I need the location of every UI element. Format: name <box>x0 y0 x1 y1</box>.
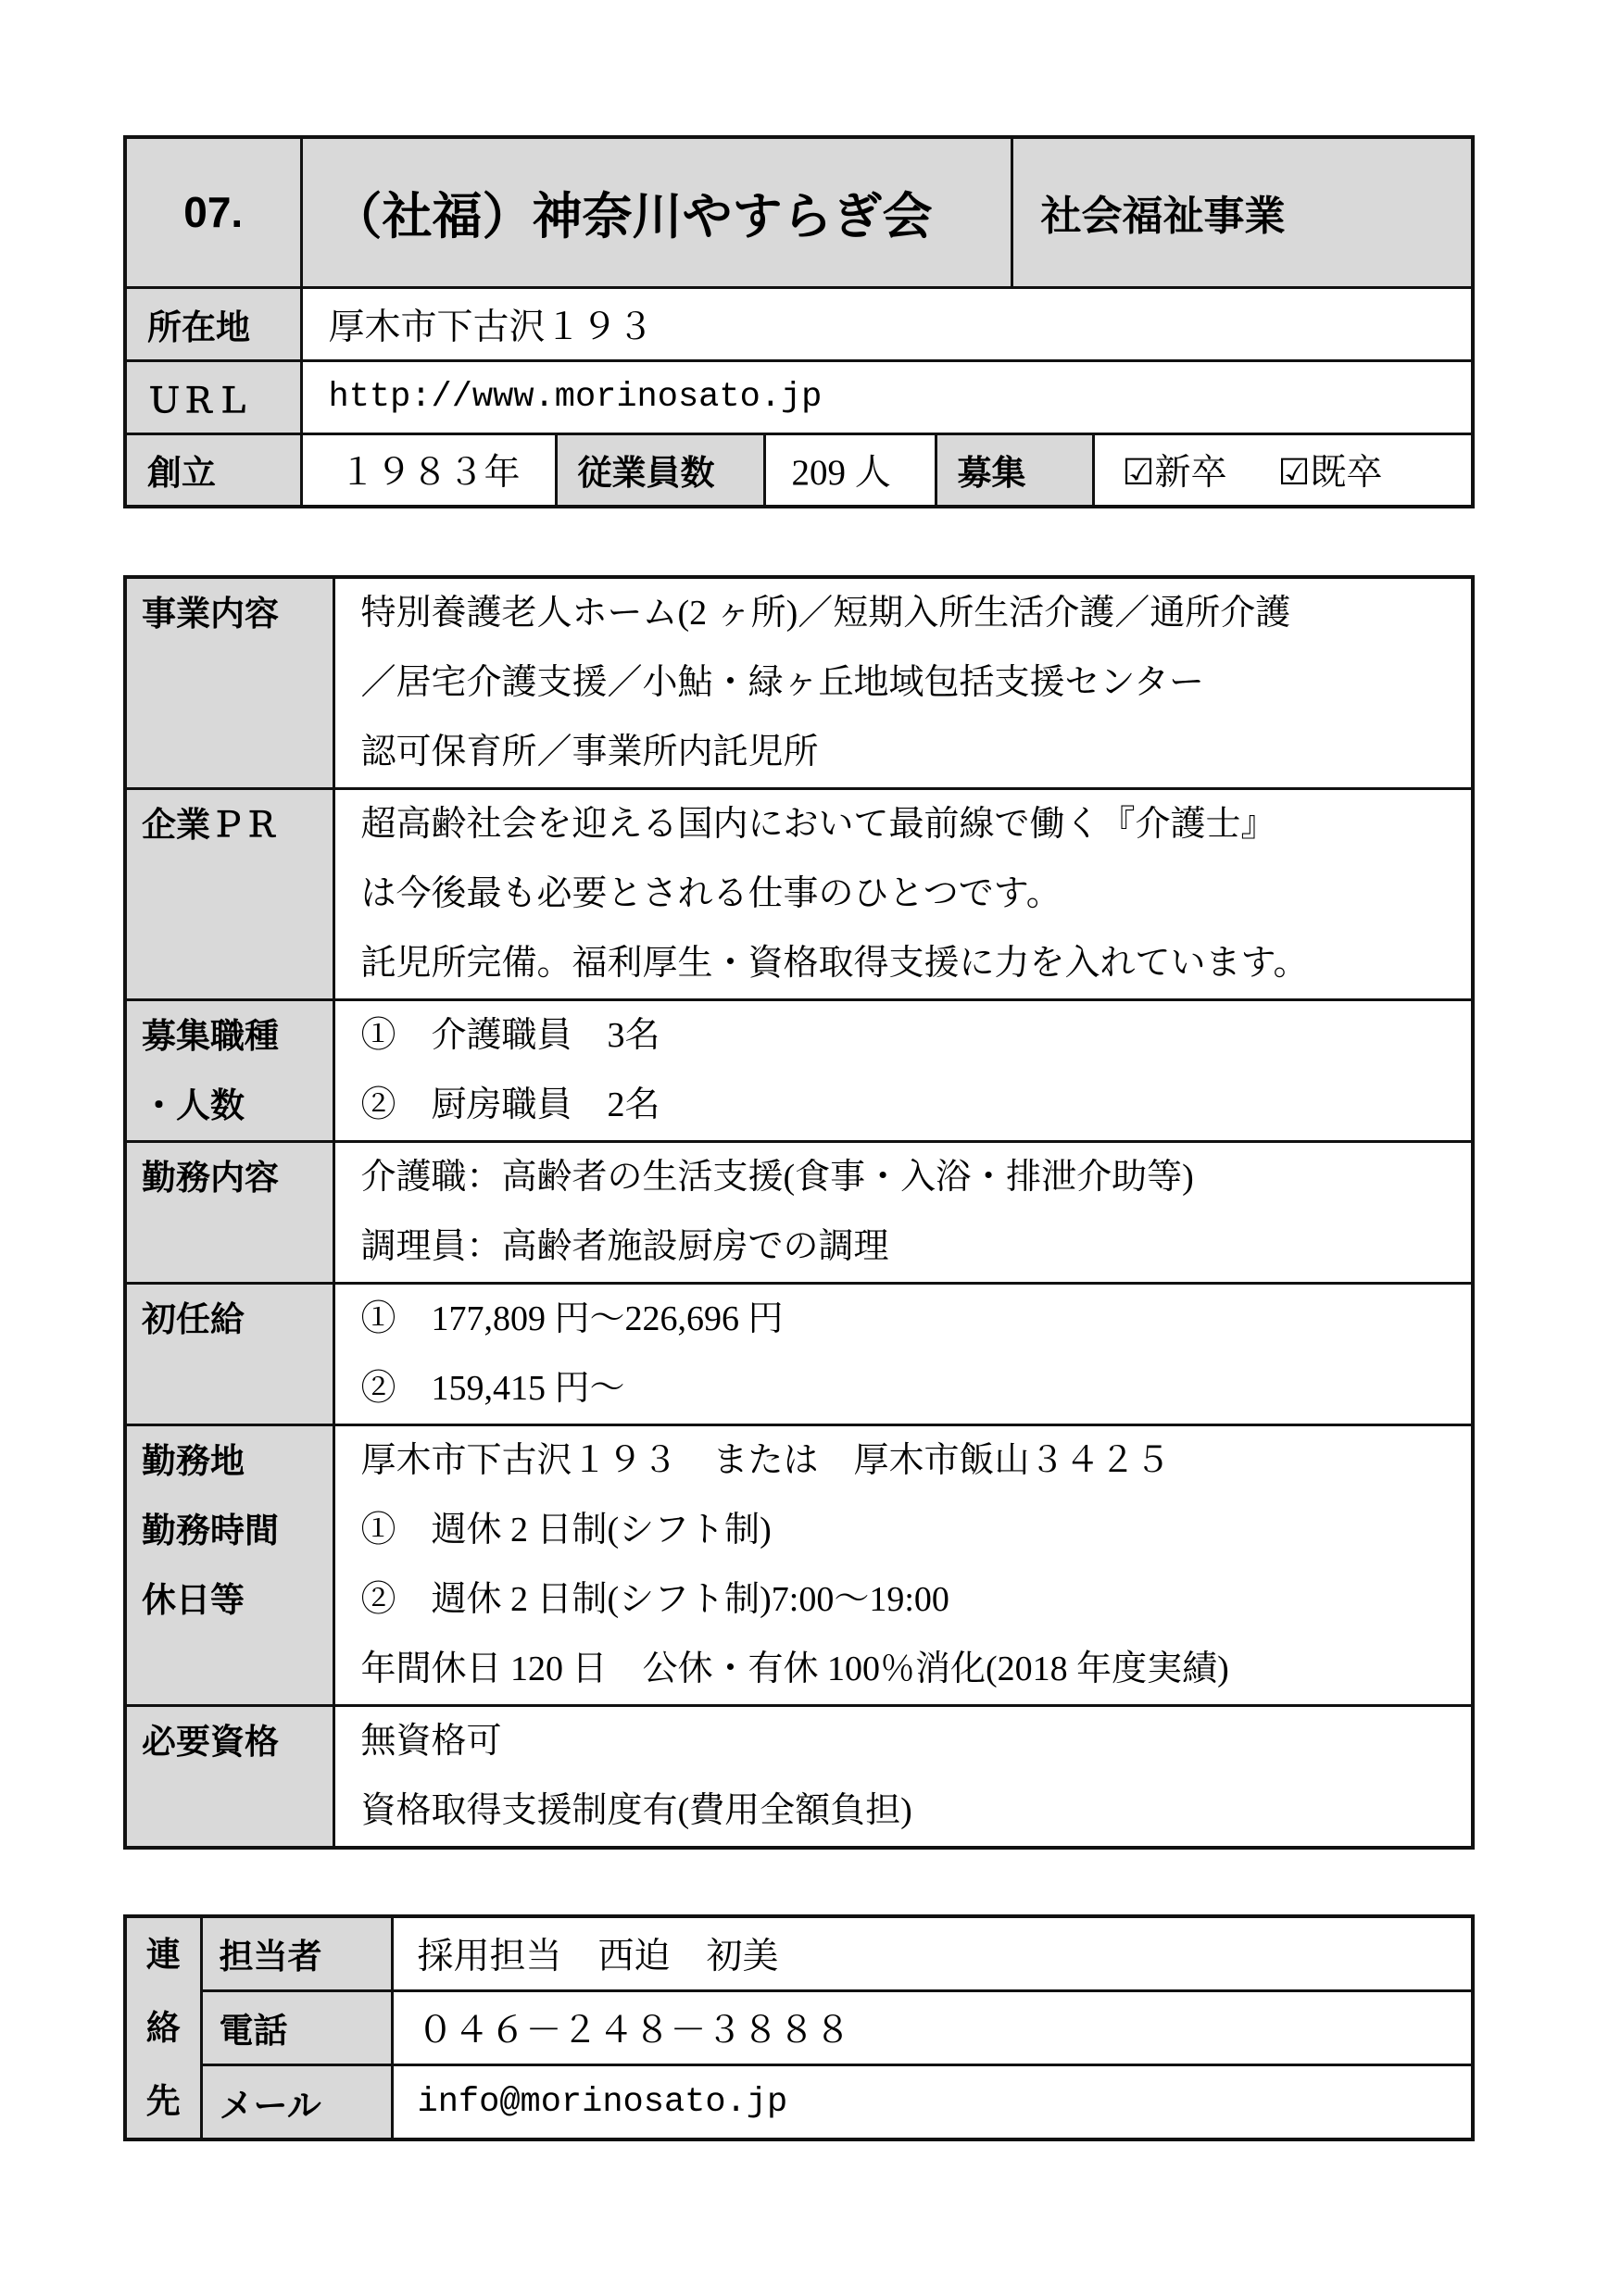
value-line: 託児所完備。福利厚生・資格取得支援に力を入れています。 <box>360 944 1309 983</box>
contact-phone-label: 電話 <box>201 1990 392 2064</box>
contact-table <box>123 1914 1475 2141</box>
value-line: 認可保育所／事業所内託児所 <box>360 733 819 772</box>
row-label-line: ・人数 <box>142 1086 245 1124</box>
company-pr-label <box>125 789 333 1000</box>
company-pr-value <box>333 789 1473 1000</box>
url-value: http://www.morinosato.jp <box>301 360 1473 433</box>
value-line: 超高齢社会を迎える国内において最前線で働く『介護士』 <box>360 805 1276 844</box>
value-line: 調理員：高齢者施設厨房での調理 <box>360 1227 889 1266</box>
row-label-line: 休日等 <box>142 1581 245 1619</box>
recruit-label: 募集 <box>936 433 1093 507</box>
row-label-line: 勤務地 <box>142 1442 245 1480</box>
value-line: 無資格可 <box>360 1722 502 1761</box>
company-header-table <box>123 135 1475 508</box>
contact-group-char: 絡 <box>145 2009 181 2047</box>
row-label-line: 初任給 <box>142 1300 245 1338</box>
required-qualifications-label <box>125 1706 333 1849</box>
value-line: ① 週休 2 日制(シフト制) <box>360 1511 772 1549</box>
contact-group-char: 連 <box>145 1936 181 1974</box>
value-line: ② 159,415 円～ <box>360 1369 625 1408</box>
value-line: 厚木市下古沢１９３ または 厚木市飯山３４２５ <box>360 1441 1171 1480</box>
contact-person-value: 採用担当 西迫 初美 <box>392 1916 1473 1990</box>
value-line: は今後最も必要とされる仕事のひとつです。 <box>360 874 1062 913</box>
job-description-value <box>333 1142 1473 1284</box>
row-label-line: 募集職種 <box>142 1017 279 1055</box>
url-label: ＵＲＬ <box>125 360 301 433</box>
required-qualifications-value <box>333 1706 1473 1849</box>
employees-label: 従業員数 <box>556 433 764 507</box>
recruit-options <box>1093 433 1473 507</box>
row-label-line: 勤務時間 <box>142 1512 279 1549</box>
contact-person-label: 担当者 <box>201 1916 392 1990</box>
starting-salary-label <box>125 1284 333 1425</box>
value-line: 介護職：高齢者の生活支援(食事・入浴・排泄介助等) <box>360 1158 1194 1197</box>
company-number: 07. <box>125 137 301 287</box>
contact-email-value: info@morinosato.jp <box>392 2065 1473 2139</box>
founded-label: 創立 <box>125 433 301 507</box>
contact-phone-value: ０４６－２４８－３８８８ <box>392 1990 1473 2064</box>
value-line: ② 厨房職員 2名 <box>360 1085 660 1124</box>
company-details-table <box>123 575 1475 1850</box>
value-line: 資格取得支援制度有(費用全額負担) <box>360 1791 912 1830</box>
value-line: ① 介護職員 3名 <box>360 1016 660 1055</box>
positions-value <box>333 1000 1473 1142</box>
row-label-line: 企業ＰＲ <box>142 806 279 844</box>
positions-label <box>125 1000 333 1142</box>
contact-email-label: メール <box>201 2065 392 2139</box>
checkbox-mid-career: ☑既卒 <box>1277 453 1383 494</box>
business-content-label <box>125 577 333 789</box>
contact-group-label <box>125 1916 201 2139</box>
value-line: ① 177,809 円～226,696 円 <box>360 1299 784 1338</box>
workplace-hours-holidays-label <box>125 1425 333 1706</box>
job-description-label <box>125 1142 333 1284</box>
business-category: 社会福祉事業 <box>1012 137 1473 287</box>
checkbox-new-grad: ☑新卒 <box>1122 453 1227 494</box>
employees-value: 209 人 <box>764 433 936 507</box>
value-line: ② 週休 2 日制(シフト制)7:00～19:00 <box>360 1580 949 1619</box>
company-name: （社福）神奈川やすらぎ会 <box>301 137 1012 287</box>
row-label-line: 必要資格 <box>142 1723 279 1761</box>
row-label-line: 勤務内容 <box>142 1159 279 1197</box>
location-value: 厚木市下古沢１９３ <box>301 287 1473 360</box>
value-line: ／居宅介護支援／小鮎・緑ヶ丘地域包括支援センター <box>360 663 1204 702</box>
value-line: 特別養護老人ホーム(2 ヶ所)／短期入所生活介護／通所介護 <box>360 594 1291 633</box>
value-line: 年間休日 120 日 公休・有休 100％消化(2018 年度実績) <box>360 1650 1229 1688</box>
row-label-line: 事業内容 <box>142 595 279 633</box>
business-content-value <box>333 577 1473 789</box>
starting-salary-value <box>333 1284 1473 1425</box>
workplace-hours-holidays-value <box>333 1425 1473 1706</box>
contact-group-char: 先 <box>145 2082 181 2120</box>
location-label: 所在地 <box>125 287 301 360</box>
founded-value: １９８３年 <box>301 433 556 507</box>
